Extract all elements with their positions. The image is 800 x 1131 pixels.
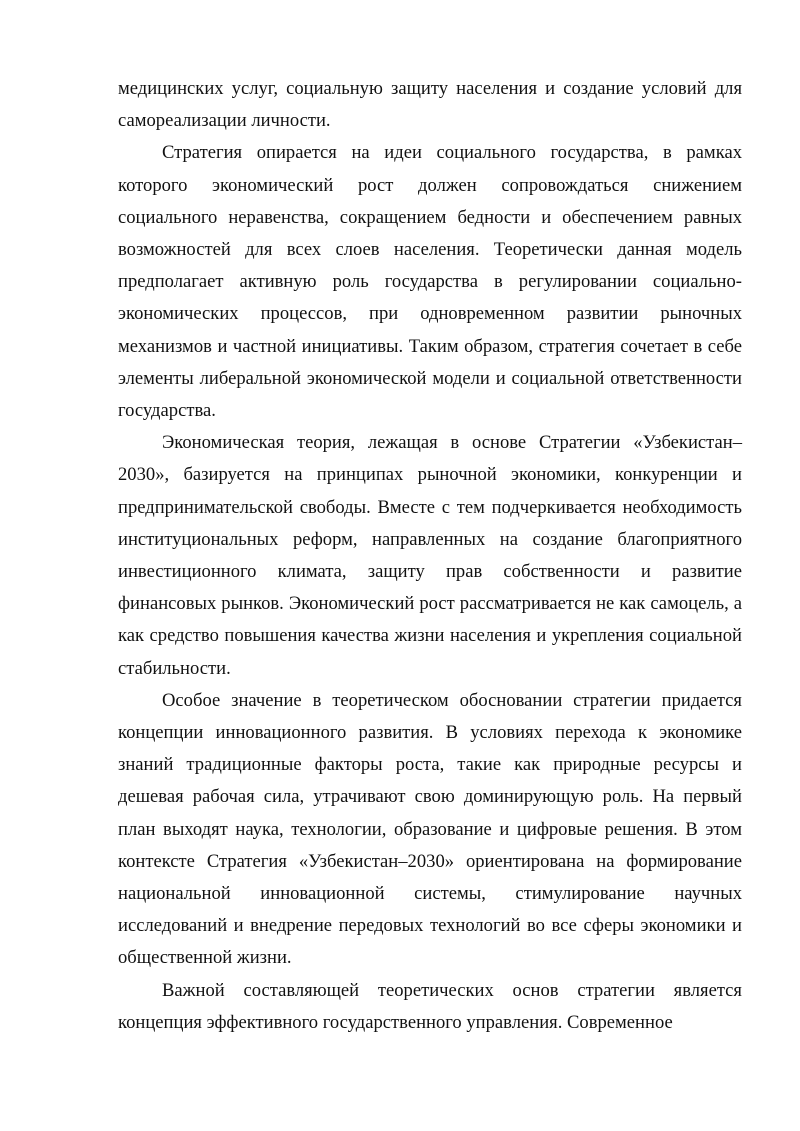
paragraph-3: Экономическая теория, лежащая в основе Стратегии «Узбекистан–2030», базируется на принципах рыночной экономики, конкуренции и предпринимательской свободы. Вместе с тем подчеркивается необходимость институциональных реформ, направленных на создание благоприятного инвестиционного климата, защиту прав собственности и развитие финансовых рынков. Экономический рост рассматривается не как самоцель, а как средство повышения качества жизни населения и укрепления социальной стабильности. [118, 432, 742, 679]
paragraph-2: Стратегия опирается на идеи социального государства, в рамках которого экономический рост должен сопровождаться снижением социального неравенства, сокращением бедности и обеспечением равных возможностей для всех слоев населения. Теоретически данная модель предполагает активную роль государства в регулировании социально-экономических процессов, при одновременном развитии рыночных механизмов и частной инициативы. Таким образом, стратегия сочетает в себе элементы либеральной экономической модели и социальной ответственности государства. [118, 142, 742, 422]
document-page [118, 73, 742, 1039]
paragraph-5: Важной составляющей теоретических основ стратегии является концепция эффективного государственного управления. Современное [118, 979, 742, 1033]
paragraph-1: медицинских услуг, социальную защиту населения и создание условий для самореализации личности. [118, 78, 742, 132]
paragraph-4: Особое значение в теоретическом обосновании стратегии придается концепции инновационного развития. В условиях перехода к экономике знаний традиционные факторы роста, такие как природные ресурсы и дешевая рабочая сила, утрачивают свою доминирующую роль. На первый план выходят наука, технологии, образование и цифровые решения. В этом контексте Стратегия «Узбекистан–2030» ориентирована на формирование национальной инновационной системы, стимулирование научных исследований и внедрение передовых технологий во все сферы экономики и общественной жизни. [118, 689, 742, 969]
